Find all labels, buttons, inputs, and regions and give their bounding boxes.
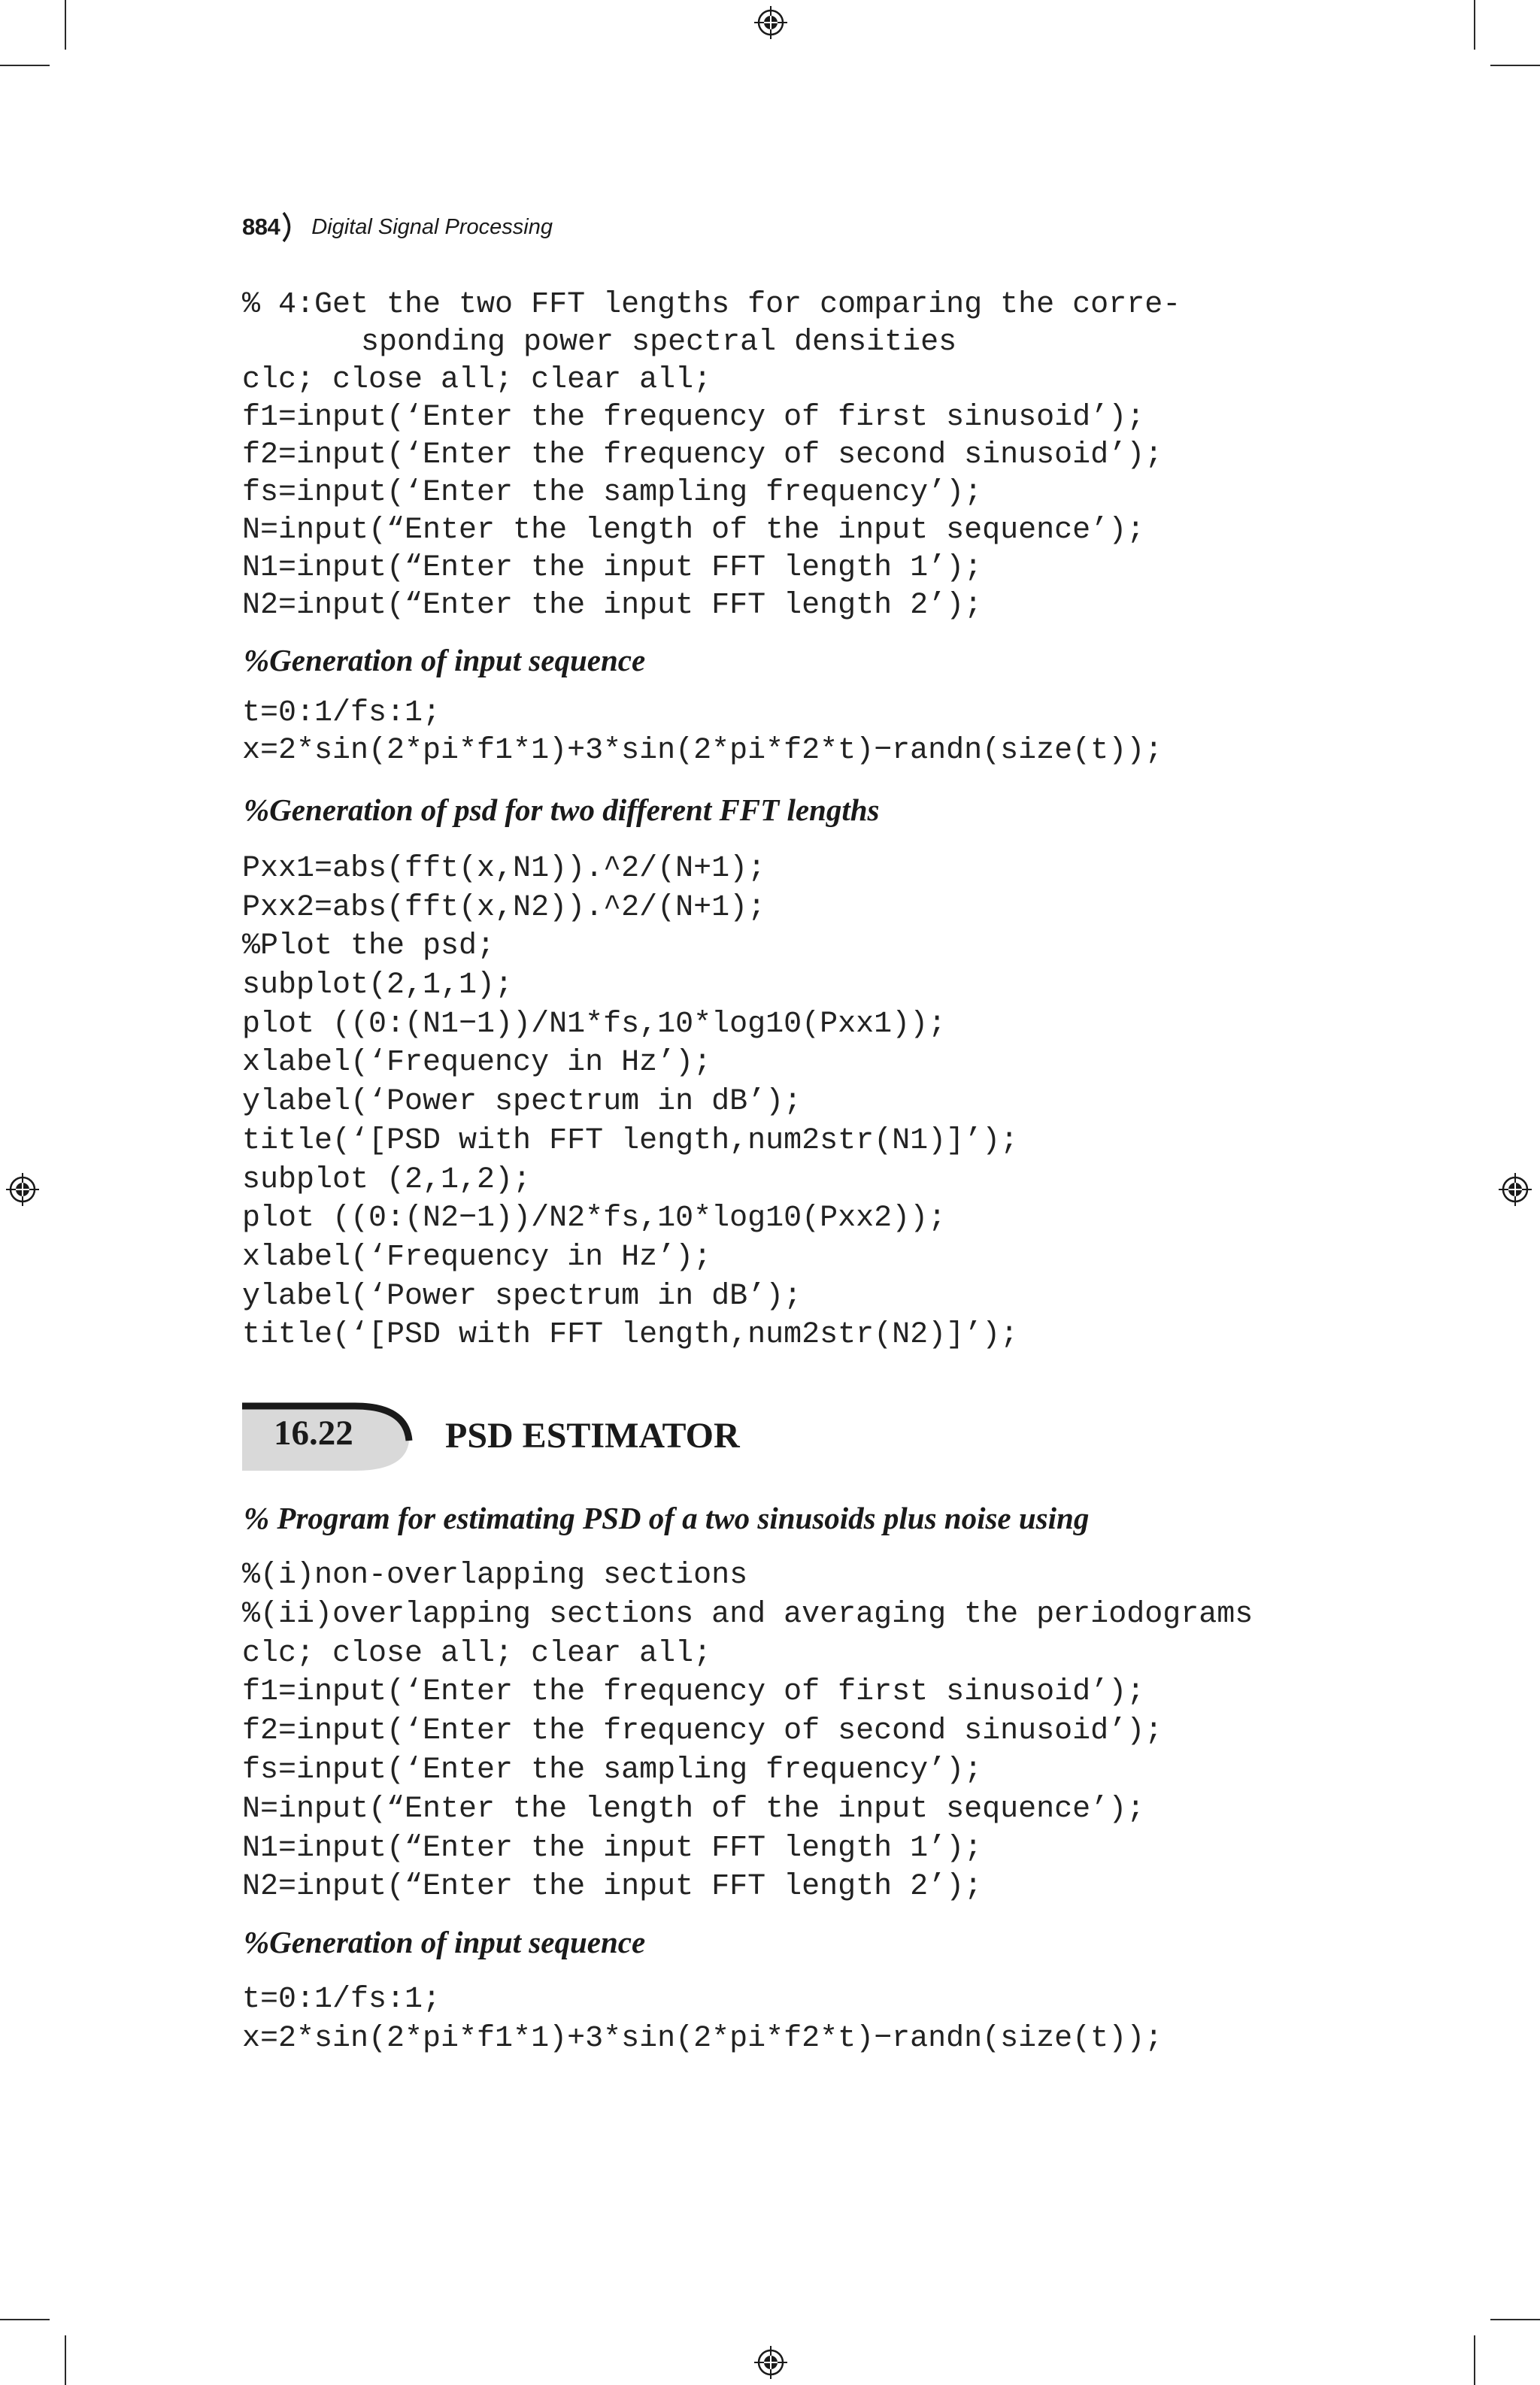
- code-block-psd-estimator: [242, 1556, 1253, 1907]
- comment-heading-input-sequence: %Generation of input sequence: [244, 643, 646, 677]
- crop-mark-bottom-right-vertical: [1474, 2335, 1475, 2385]
- code-block-input-sequence: [242, 695, 1163, 770]
- code-line: clc; close all; clear all;: [242, 1636, 712, 1671]
- code-line: N=input(“Enter the length of the input sequence’);: [242, 1792, 1145, 1826]
- crop-mark-top-right-vertical: [1474, 0, 1475, 50]
- code-line: ylabel(‘Power spectrum in dB’);: [242, 1279, 802, 1314]
- code-line: % 4:Get the two FFT lengths for comparing the corre-: [242, 288, 1181, 322]
- running-header: [242, 208, 553, 247]
- section-title: PSD ESTIMATOR: [445, 1416, 740, 1456]
- code-line: N1=input(“Enter the input FFT length 1’);: [242, 1831, 983, 1865]
- code-line: t=0:1/fs:1;: [242, 1983, 441, 2017]
- code-line: clc; close all; clear all;: [242, 363, 712, 397]
- comment-heading-input-sequence-2: %Generation of input sequence: [244, 1925, 646, 1959]
- crop-mark-bottom-left-vertical: [65, 2335, 66, 2385]
- code-line: subplot (2,1,2);: [242, 1162, 532, 1197]
- book-title: Digital Signal Processing: [311, 214, 553, 239]
- code-block-psd-plot: [242, 850, 1018, 1355]
- code-line: fs=input(‘Enter the sampling frequency’);: [242, 1753, 983, 1787]
- code-line: N2=input(“Enter the input FFT length 2’);: [242, 589, 983, 623]
- registration-mark-top: [754, 6, 787, 39]
- code-line: plot ((0:(N2−1))/N2*fs,10*log10(Pxx2));: [242, 1202, 947, 1236]
- crop-mark-top-right-horizontal: [1490, 65, 1540, 66]
- code-line: x=2*sin(2*pi*f1*1)+3*sin(2*pi*f2*t)−randn(size(t));: [242, 2022, 1163, 2056]
- comment-heading-psd-generation: %Generation of psd for two different FFT lengths: [244, 792, 880, 827]
- code-line: N2=input(“Enter the input FFT length 2’);: [242, 1870, 983, 1905]
- code-line: f2=input(‘Enter the frequency of second sinusoid’);: [242, 438, 1163, 472]
- code-line: Pxx2=abs(fft(x,N2)).^2/(N+1);: [242, 890, 766, 925]
- code-line: t=0:1/fs:1;: [242, 696, 441, 730]
- code-line: x=2*sin(2*pi*f1*1)+3*sin(2*pi*f2*t)−randn(size(t));: [242, 734, 1163, 768]
- code-line: Pxx1=abs(fft(x,N1)).^2/(N+1);: [242, 852, 766, 886]
- comment-heading-program-description: % Program for estimating PSD of a two sinusoids plus noise using: [244, 1501, 1090, 1535]
- page-number: 884: [242, 214, 280, 240]
- code-line: N=input(“Enter the length of the input sequence’);: [242, 514, 1145, 547]
- crop-mark-bottom-left-horizontal: [0, 2319, 50, 2320]
- registration-mark-left: [6, 1173, 39, 1206]
- code-line: xlabel(‘Frequency in Hz’);: [242, 1240, 712, 1274]
- code-line: title(‘[PSD with FFT length,num2str(N2)]’);: [242, 1318, 1019, 1353]
- code-line: %Plot the psd;: [242, 929, 496, 964]
- code-line: %(ii)overlapping sections and averaging the periodograms: [242, 1597, 1254, 1632]
- crop-mark-top-left-vertical: [65, 0, 66, 50]
- code-block-input-sequence-2: [242, 1980, 1163, 2059]
- code-line: title(‘[PSD with FFT length,num2str(N1)]’);: [242, 1123, 1019, 1158]
- code-line: f2=input(‘Enter the frequency of second sinusoid’);: [242, 1714, 1163, 1749]
- code-line: plot ((0:(N1−1))/N1*fs,10*log10(Pxx1));: [242, 1007, 947, 1041]
- crop-mark-bottom-right-horizontal: [1490, 2319, 1540, 2320]
- code-line: subplot(2,1,1);: [242, 968, 514, 1003]
- header-arc-ornament: [281, 211, 296, 244]
- code-line: %(i)non-overlapping sections: [242, 1559, 748, 1593]
- code-line: xlabel(‘Frequency in Hz’);: [242, 1046, 712, 1080]
- code-line: fs=input(‘Enter the sampling frequency’);: [242, 476, 983, 510]
- registration-mark-right: [1499, 1173, 1532, 1206]
- crop-mark-top-left-horizontal: [0, 65, 50, 66]
- section-number: 16.22: [274, 1414, 353, 1453]
- code-line: f1=input(‘Enter the frequency of first sinusoid’);: [242, 1675, 1145, 1710]
- code-line: N1=input(“Enter the input FFT length 1’);: [242, 551, 983, 585]
- code-line: sponding power spectral densities: [361, 326, 957, 359]
- code-block-fft-lengths: [242, 286, 1181, 625]
- code-line: ylabel(‘Power spectrum in dB’);: [242, 1085, 802, 1120]
- code-line: f1=input(‘Enter the frequency of first sinusoid’);: [242, 401, 1145, 435]
- registration-mark-bottom: [754, 2346, 787, 2379]
